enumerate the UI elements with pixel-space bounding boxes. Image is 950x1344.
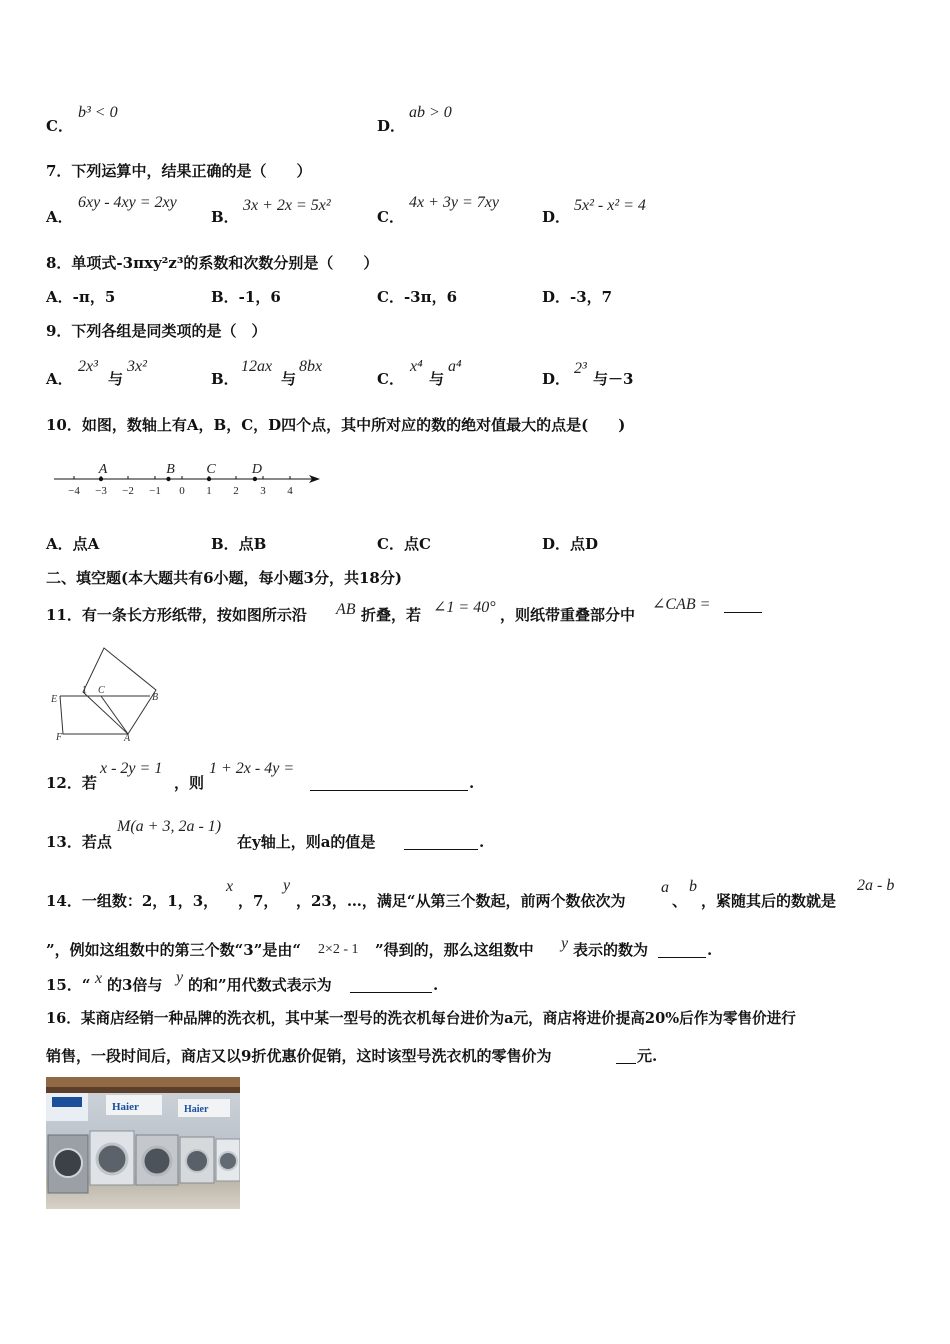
q12-mid: ，则 xyxy=(174,774,205,792)
q7-option-d-math: 5x² - x² = 4 xyxy=(574,197,646,214)
fig-label-b: B xyxy=(152,692,159,703)
q14-math-b: b xyxy=(689,878,697,895)
q15-suffix: 的和”用代数式表示为 xyxy=(188,976,332,994)
q9-option-a-label: A． xyxy=(46,370,73,388)
q9-option-c-math: x⁴ xyxy=(410,358,423,375)
q9-option-b-math: 12ax xyxy=(241,358,273,375)
q10-stem: 10．如图，数轴上有A，B，C，D四个点，其中所对应的数的绝对值最大的点是( ) xyxy=(46,416,626,434)
q11-math-cab: ∠CAB = xyxy=(652,596,711,613)
q9-option-a-math2: 3x² xyxy=(127,358,147,375)
q15-answer-blank[interactable] xyxy=(350,978,432,993)
q11-math-ab: AB xyxy=(336,601,356,618)
q12-math-given: x - 2y = 1 xyxy=(100,760,163,777)
q8-option-c: C．-3π，6 xyxy=(377,288,458,306)
q14-line1-c: ，23，…，满足“从第三个数起，前两个数依次为 xyxy=(296,892,626,910)
q12-math-target: 1 + 2x - 4y = xyxy=(209,760,295,777)
photo-brand-text-1: Haier xyxy=(112,1101,139,1113)
q11-folded-strip-figure xyxy=(48,642,168,742)
q14-line2-math: 2×2 - 1 xyxy=(318,942,359,957)
axis-tick-label: 2 xyxy=(233,485,239,497)
q16-line2-b: 元. xyxy=(637,1047,658,1065)
q6-option-c-math: b³ < 0 xyxy=(78,104,118,121)
axis-tick-label: −4 xyxy=(68,485,80,497)
q14-line1-a: 14．一组数：2，1，3， xyxy=(46,892,219,910)
q11-math-angle1: ∠1 = 40° xyxy=(433,599,496,616)
q7-option-c-label: C． xyxy=(377,208,404,226)
q14-line1-b: ，7， xyxy=(238,892,279,910)
q8-stem: 8．单项式-3πxy²z³的系数和次数分别是（ ） xyxy=(46,254,379,272)
axis-point-c xyxy=(207,477,211,481)
q9-option-a-math: 2x³ xyxy=(78,358,98,375)
q11-suffix: ，则纸带重叠部分中 xyxy=(500,606,636,624)
q9-option-d-label: D． xyxy=(542,370,571,388)
q15-prefix: 15．“ xyxy=(46,976,91,994)
q8-option-b: B．-1，6 xyxy=(211,288,281,306)
q8-option-a: A．-π，5 xyxy=(46,288,116,306)
q10-option-a: A．点A xyxy=(46,535,100,553)
q14-end: . xyxy=(707,941,713,959)
q7-option-a-math: 6xy - 4xy = 2xy xyxy=(78,194,177,211)
section-2-heading: 二、填空题(本大题共有6小题，每小题3分，共18分) xyxy=(46,569,402,587)
axis-tick-label: 4 xyxy=(287,485,293,497)
q13-answer-blank[interactable] xyxy=(404,835,478,850)
q10-option-b: B．点B xyxy=(211,535,267,553)
axis-tick-label: −2 xyxy=(122,485,134,497)
q12-end: . xyxy=(469,774,475,792)
q8-option-d: D．-3，7 xyxy=(542,288,613,306)
axis-point-a xyxy=(99,477,103,481)
q10-option-c: C．点C xyxy=(377,535,431,553)
q6-option-d-math: ab > 0 xyxy=(409,104,452,121)
axis-point-label-a: A xyxy=(98,462,108,477)
axis-point-d xyxy=(253,477,257,481)
q7-stem: 7．下列运算中，结果正确的是（ ） xyxy=(46,162,312,180)
q7-option-b-math: 3x + 2x = 5x² xyxy=(243,197,331,214)
q13-math-point: M(a + 3, 2a - 1) xyxy=(117,818,222,835)
photo-brand-text-2: Haier xyxy=(184,1104,209,1115)
q14-math-expr: 2a - b xyxy=(857,877,895,894)
axis-point-label-b: B xyxy=(166,462,175,477)
q11-mid: 折叠，若 xyxy=(361,606,422,624)
q16-answer-blank[interactable] xyxy=(616,1049,636,1064)
q12-prefix: 12．若 xyxy=(46,774,97,792)
q13-prefix: 13．若点 xyxy=(46,833,112,851)
q14-line2-a: ”，例如这组数中的第三个数“3”是由“ xyxy=(46,941,301,959)
axis-point-label-d: D xyxy=(251,462,262,477)
q10-option-d: D．点D xyxy=(542,535,599,553)
q9-option-b-mid: 与 xyxy=(281,370,297,388)
q14-answer-blank[interactable] xyxy=(658,943,706,958)
q13-suffix: 在y轴上，则a的值是 xyxy=(237,833,376,851)
number-line-figure xyxy=(50,455,330,505)
q16-line2-a: 销售，一段时间后，商店又以9折优惠价促销，这时该型号洗衣机的零售价为 xyxy=(46,1047,552,1065)
axis-point-b xyxy=(166,477,170,481)
q14-math-a: a xyxy=(661,879,669,896)
q9-stem: 9．下列各组是同类项的是（ ） xyxy=(46,322,267,340)
q9-option-c-label: C． xyxy=(377,370,404,388)
q7-option-c-math: 4x + 3y = 7xy xyxy=(409,194,499,211)
q9-option-c-mid: 与 xyxy=(429,370,445,388)
fig-label-e: E xyxy=(51,694,58,705)
q9-option-d-mid: 与－3 xyxy=(593,370,634,388)
q14-line1-d: ，紧随其后的数就是 xyxy=(701,892,837,910)
q14-math-x: x xyxy=(226,878,234,895)
fig-label-a: A xyxy=(124,733,131,742)
q9-option-d-math: 2³ xyxy=(574,360,587,377)
q6-option-c-label: C． xyxy=(46,117,73,135)
q11-prefix: 11．有一条长方形纸带，按如图所示沿 xyxy=(46,606,307,624)
axis-tick-label: 1 xyxy=(206,485,212,497)
q14-sep: 、 xyxy=(672,892,688,910)
axis-tick-label: 0 xyxy=(179,485,185,497)
q12-answer-blank[interactable] xyxy=(310,776,468,791)
fig-label-1: 1 xyxy=(82,685,87,696)
q14-math-y: y xyxy=(283,877,291,894)
q14-line2-y: y xyxy=(561,935,569,952)
q15-math-x: x xyxy=(95,970,103,987)
q14-line2-c: 表示的数为 xyxy=(573,941,649,959)
q9-option-b-math2: 8bx xyxy=(299,358,323,375)
axis-tick-label: 3 xyxy=(260,485,266,497)
q9-option-a-mid: 与 xyxy=(108,370,124,388)
q9-option-c-math2: a⁴ xyxy=(448,358,462,375)
q7-option-d-label: D． xyxy=(542,208,571,226)
axis-tick-label: −3 xyxy=(95,485,107,497)
fig-label-c: C xyxy=(98,685,105,696)
q9-option-b-label: B． xyxy=(211,370,239,388)
axis-tick-label: −1 xyxy=(149,485,161,497)
q7-option-a-label: A． xyxy=(46,208,73,226)
q6-option-d-label: D． xyxy=(377,117,406,135)
q15-math-y: y xyxy=(176,969,184,986)
q16-line1: 16．某商店经销一种品牌的洗衣机，其中某一型号的洗衣机每台进价为a元，商店将进价提高20%后作为零售价进行 xyxy=(46,1010,796,1027)
q7-option-b-label: B． xyxy=(211,208,239,226)
axis-point-label-c: C xyxy=(206,462,216,477)
q11-answer-blank[interactable] xyxy=(724,598,762,613)
q14-line2-b: ”得到的，那么这组数中 xyxy=(375,941,534,959)
q15-mid: 的3倍与 xyxy=(107,976,163,994)
fig-label-f: F xyxy=(56,732,63,742)
q15-end: . xyxy=(433,976,439,994)
q13-end: . xyxy=(479,833,485,851)
washing-machine-photo xyxy=(46,1077,240,1209)
